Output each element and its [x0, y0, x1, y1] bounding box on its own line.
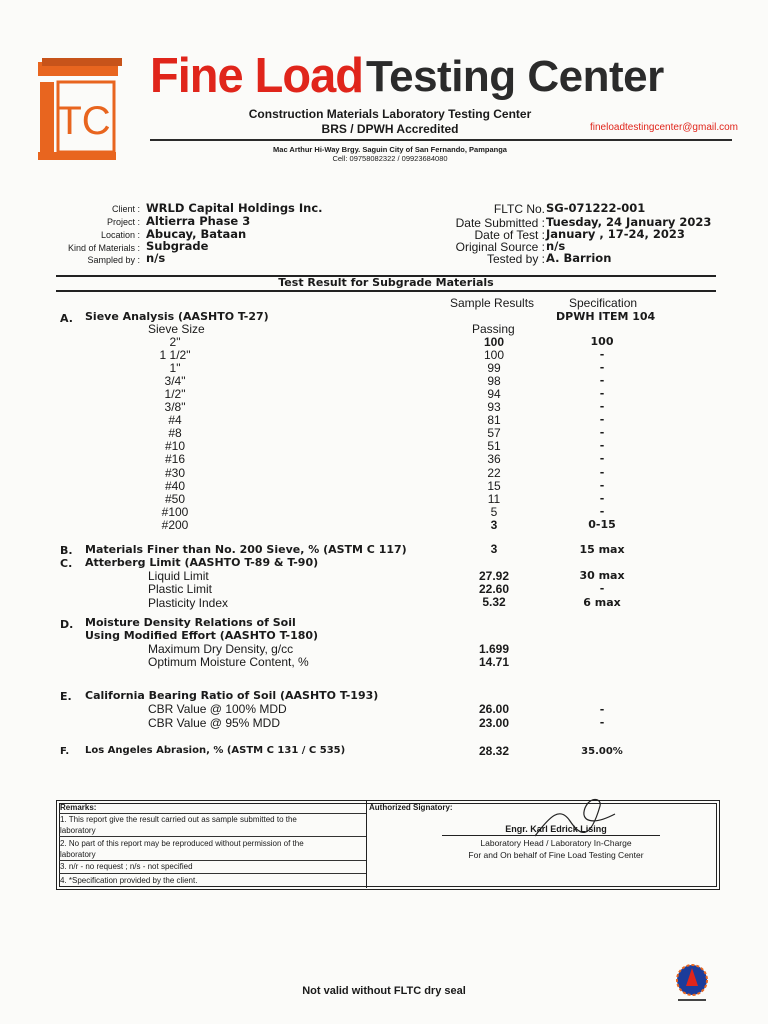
- spec-item: DPWH ITEM 104: [556, 310, 656, 323]
- liquid-limit-value: 27.92: [478, 569, 510, 583]
- cbr-100-value: 26.00: [478, 702, 510, 716]
- section-e-letter: E.: [60, 690, 72, 703]
- sieve-size: #40: [164, 479, 186, 493]
- remarks-rule: [59, 836, 366, 837]
- cbr-100-label: CBR Value @ 100% MDD: [148, 702, 287, 716]
- sieve-passing-value: 100: [483, 335, 505, 349]
- sieve-passing-value: 99: [487, 361, 501, 375]
- col-header-results: Sample Results: [450, 296, 535, 310]
- section-c-title: Atterberg Limit (AASHTO T-89 & T-90): [85, 556, 319, 569]
- source-value: n/s: [546, 239, 566, 253]
- sieve-passing-value: 93: [487, 400, 501, 414]
- sieve-spec-value: -: [599, 505, 605, 518]
- plastic-limit-label: Plastic Limit: [148, 582, 213, 596]
- sieve-passing-value: 36: [487, 452, 501, 466]
- sieve-spec-value: -: [599, 387, 605, 400]
- max-dry-density-value: 1.699: [478, 642, 510, 656]
- remark-1a: 1. This report give the result carried out as sample submitted to the: [60, 815, 297, 824]
- sieve-size: #4: [168, 413, 182, 427]
- address: Mac Arthur Hi-Way Brgy. Saguin City of San Fernando, Pampanga: [273, 145, 507, 154]
- sieve-spec-value: -: [599, 479, 605, 492]
- kind-label: Kind of Materials :: [67, 243, 140, 253]
- submitted-value: Tuesday, 24 January 2023: [546, 215, 712, 229]
- title-fine-load: Fine Load: [150, 46, 363, 103]
- remarks-divider: [366, 800, 367, 888]
- tested-value: A. Barrion: [546, 251, 612, 265]
- title-rule-bottom: [56, 290, 716, 292]
- bagong-pilipinas-seal: [672, 962, 712, 1006]
- sieve-passing-value: 100: [483, 348, 505, 362]
- sieve-size: #30: [164, 466, 186, 480]
- remark-1b: laboratory: [60, 826, 96, 835]
- subtitle: Construction Materials Laboratory Testing Center: [248, 107, 532, 121]
- footer-note: Not valid without FLTC dry seal: [302, 985, 466, 997]
- client-label: Client :: [111, 204, 140, 214]
- section-d-title-2: Using Modified Effort (AASHTO T-180): [85, 629, 319, 642]
- test-date-label: Date of Test :: [474, 228, 545, 242]
- remark-4: 4. *Specification provided by the client.: [60, 876, 198, 885]
- section-e-title: California Bearing Ratio of Soil (AASHTO T-193): [85, 689, 379, 702]
- opt-moisture-value: 14.71: [478, 655, 510, 669]
- sieve-spec-value: -: [599, 492, 605, 505]
- source-label: Original Source :: [455, 240, 545, 254]
- sieve-spec-value: -: [599, 374, 605, 387]
- cbr-95-spec: -: [599, 716, 605, 729]
- sieve-size: 1/2": [164, 387, 186, 401]
- section-c-letter: C.: [60, 557, 73, 570]
- sieve-spec-value: 0-15: [588, 518, 616, 531]
- project-value: Altierra Phase 3: [146, 214, 251, 228]
- remark-2b: laboratory: [60, 850, 96, 859]
- email-link[interactable]: fineloadtestingcenter@gmail.com: [590, 122, 739, 133]
- phone-numbers: Cell: 09758082322 / 09923684080: [332, 154, 448, 163]
- sieve-passing-value: 22: [487, 466, 501, 480]
- remark-3: 3. n/r - no request ; n/s - not specified: [60, 862, 193, 871]
- cbr-95-label: CBR Value @ 95% MDD: [148, 716, 280, 730]
- section-b-title: Materials Finer than No. 200 Sieve, % (ASTM C 117): [85, 543, 407, 556]
- sieve-spec-value: 100: [590, 335, 614, 348]
- section-d-letter: D.: [60, 618, 74, 631]
- kind-value: Subgrade: [146, 239, 209, 253]
- sieve-passing-value: 94: [487, 387, 501, 401]
- sieve-passing-value: 57: [487, 426, 501, 440]
- location-label: Location :: [100, 230, 140, 240]
- sieve-size: 1": [169, 361, 181, 375]
- passing-header: Passing: [472, 322, 515, 336]
- sieve-spec-value: -: [599, 361, 605, 374]
- title-testing-center: Testing Center: [366, 52, 664, 101]
- sieve-size: 1 1/2": [159, 348, 191, 362]
- sieve-size-header: Sieve Size: [148, 322, 205, 336]
- section-f-spec: 35.00%: [581, 746, 623, 757]
- sieve-passing-value: 5: [490, 505, 498, 519]
- report-title: Test Result for Subgrade Materials: [278, 276, 494, 289]
- header-divider: [150, 139, 732, 141]
- sieve-passing-value: 51: [487, 439, 501, 453]
- project-label: Project :: [106, 217, 140, 227]
- sieve-size: 3/8": [164, 400, 186, 414]
- plasticity-index-spec: 6 max: [583, 596, 621, 609]
- section-f-title: Los Angeles Abrasion, % (ASTM C 131 / C 535): [85, 745, 346, 756]
- remarks-rule: [59, 860, 366, 861]
- sampled-value: n/s: [146, 251, 166, 265]
- accreditation: BRS / DPWH Accredited: [321, 122, 459, 136]
- remarks-rule: [59, 873, 366, 874]
- tested-label: Tested by :: [486, 252, 545, 266]
- sieve-passing-value: 15: [487, 479, 501, 493]
- fltc-label: FLTC No.: [493, 202, 545, 216]
- col-header-spec: Specification: [569, 296, 638, 310]
- section-a-title: Sieve Analysis (AASHTO T-27): [85, 310, 269, 323]
- plastic-limit-spec: -: [599, 582, 605, 595]
- plasticity-index-label: Plasticity Index: [148, 596, 229, 610]
- sieve-passing-value: 98: [487, 374, 501, 388]
- section-f-letter: F.: [60, 746, 70, 757]
- sieve-size: #100: [161, 505, 189, 519]
- sieve-spec-value: -: [599, 413, 605, 426]
- plastic-limit-value: 22.60: [478, 582, 510, 596]
- fltc-value: SG-071222-001: [546, 201, 646, 215]
- logo-text: TC: [57, 99, 111, 143]
- client-value: WRLD Capital Holdings Inc.: [146, 201, 323, 215]
- cbr-95-value: 23.00: [478, 716, 510, 730]
- section-a-letter: A.: [60, 312, 73, 325]
- signatory-behalf: For and On behalf of Fine Load Testing Center: [468, 850, 644, 860]
- sampled-label: Sampled by :: [87, 255, 140, 265]
- sieve-spec-value: -: [599, 466, 605, 479]
- opt-moisture-label: Optimum Moisture Content, %: [148, 655, 309, 669]
- remark-2a: 2. No part of this report may be reproduced without permission of the: [60, 839, 304, 848]
- signatory-title: Authorized Signatory:: [369, 803, 453, 812]
- signature-line: [442, 835, 660, 836]
- max-dry-density-label: Maximum Dry Density, g/cc: [148, 642, 294, 656]
- liquid-limit-spec: 30 max: [579, 569, 625, 582]
- signatory-name: Engr. Karl Edrick Lising: [505, 824, 607, 834]
- signatory-role: Laboratory Head / Laboratory In-Charge: [480, 838, 632, 848]
- sieve-spec-value: -: [599, 452, 605, 465]
- sieve-spec-value: -: [599, 426, 605, 439]
- section-f-value: 28.32: [478, 744, 510, 758]
- sieve-passing-value: 3: [490, 518, 498, 532]
- sieve-spec-value: -: [599, 439, 605, 452]
- plasticity-index-value: 5.32: [482, 595, 506, 609]
- sieve-size: #10: [164, 439, 186, 453]
- section-b-spec: 15 max: [579, 543, 625, 556]
- remarks-rule: [59, 813, 366, 814]
- sieve-passing-value: 81: [487, 413, 501, 427]
- sieve-spec-value: -: [599, 348, 605, 361]
- sieve-size: #16: [164, 452, 186, 466]
- sieve-size: 2": [169, 335, 181, 349]
- sieve-size: #200: [161, 518, 189, 532]
- remarks-title: Remarks:: [60, 803, 97, 812]
- section-b-value: 3: [490, 542, 498, 556]
- sieve-spec-value: -: [599, 400, 605, 413]
- liquid-limit-label: Liquid Limit: [148, 569, 209, 583]
- sieve-size: 3/4": [164, 374, 186, 388]
- company-logo: [36, 56, 122, 164]
- test-date-value: January , 17-24, 2023: [546, 227, 685, 241]
- cbr-100-spec: -: [599, 703, 605, 716]
- sieve-size: #50: [164, 492, 186, 506]
- section-b-letter: B.: [60, 544, 73, 557]
- location-value: Abucay, Bataan: [146, 227, 247, 241]
- sieve-passing-value: 11: [487, 492, 501, 506]
- submitted-label: Date Submitted :: [455, 216, 545, 230]
- sieve-size: #8: [168, 426, 182, 440]
- section-d-title-1: Moisture Density Relations of Soil: [85, 616, 296, 629]
